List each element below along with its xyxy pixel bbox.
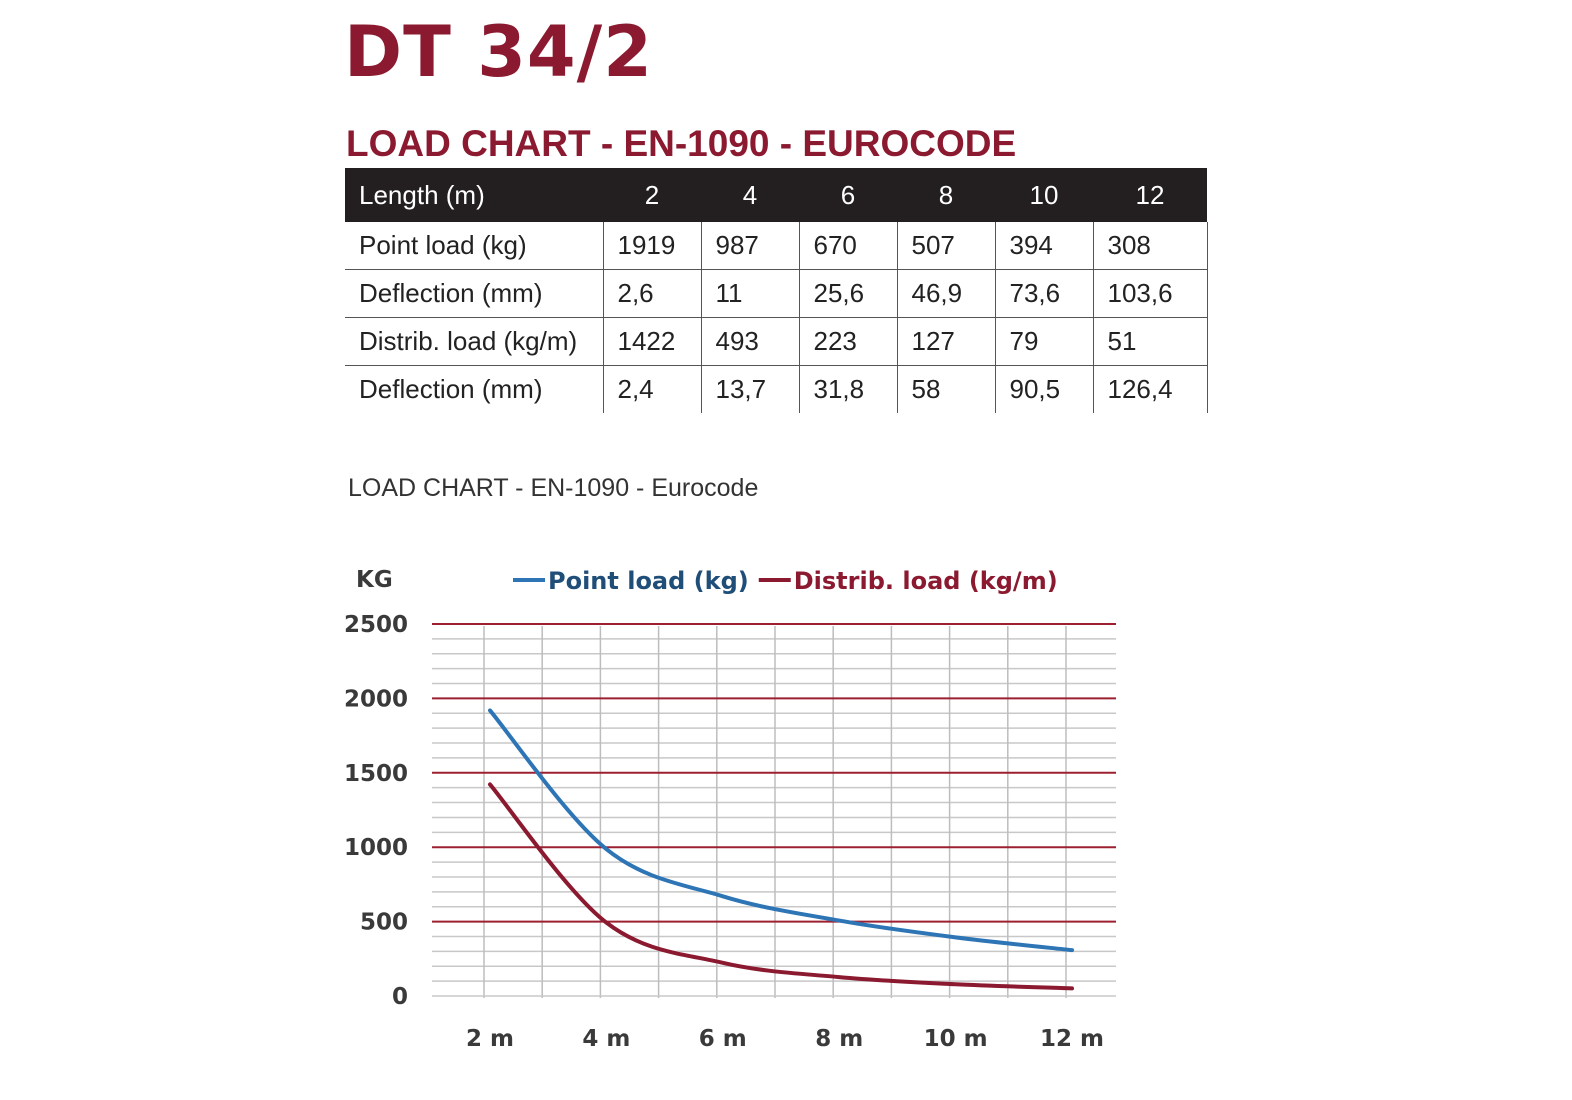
y-tick-label: 2000 [343, 686, 408, 713]
y-tick-label: 1000 [343, 835, 408, 862]
y-axis-label: KG [356, 567, 393, 593]
y-tick-label: 2500 [343, 612, 408, 638]
chart-title: LOAD CHART - EN-1090 - Eurocode [348, 474, 759, 502]
header-cell: 12 [1093, 168, 1207, 222]
table-title: LOAD CHART - EN-1090 - EUROCODE [346, 123, 1017, 164]
table-cell: 31,8 [799, 366, 897, 414]
row-label: Distrib. load (kg/m) [345, 318, 603, 366]
row-label: Deflection (mm) [359, 374, 543, 404]
x-tick-label: 4 m [582, 1026, 631, 1052]
series-line-distrib-load [490, 784, 1072, 988]
table-cell: 507 [897, 222, 995, 270]
header-cell: 4 [701, 168, 799, 222]
row-label: Point load (kg) [345, 222, 603, 270]
table-cell: 46,9 [897, 270, 995, 318]
legend-label-distrib-load: Distrib. load (kg/m) [793, 567, 1058, 595]
table-cell: 51 [1093, 318, 1207, 366]
y-tick-label: 500 [359, 909, 408, 936]
table-cell: 25,6 [799, 270, 897, 318]
table-cell: 308 [1093, 222, 1207, 270]
x-tick-label: 2 m [466, 1026, 514, 1052]
table-cell: 126,4 [1093, 366, 1207, 414]
x-tick-label: 10 m [923, 1026, 988, 1052]
table-cell: 670 [799, 222, 897, 270]
table-cell: 73,6 [995, 270, 1093, 318]
table-cell: 223 [799, 318, 897, 366]
header-cell: Length (m) [345, 168, 603, 222]
table-cell: 11 [701, 270, 799, 318]
table-cell: 2,4 [603, 366, 701, 414]
table-cell: 493 [701, 318, 799, 366]
table-cell: 2,6 [603, 270, 701, 318]
table-cell: 103,6 [1093, 270, 1207, 318]
row-label: Deflection (mm) [345, 270, 603, 318]
table-cell: 79 [995, 318, 1093, 366]
y-tick-label: 0 [391, 984, 408, 1010]
header-cell: 10 [995, 168, 1093, 222]
table-cell: 127 [897, 318, 995, 366]
header-cell: 8 [897, 168, 995, 222]
table-cell: 394 [995, 222, 1093, 270]
legend-label-point-load: Point load (kg) [548, 567, 749, 595]
x-tick-label: 6 m [698, 1026, 747, 1052]
product-title: DT 34/2 [344, 11, 653, 93]
table-cell: 1422 [603, 318, 701, 366]
table-cell: 90,5 [995, 366, 1093, 414]
x-tick-label: 12 m [1040, 1026, 1104, 1052]
header-cell: 2 [603, 168, 701, 222]
header-cell: 6 [799, 168, 897, 222]
series-line-point-load [490, 710, 1072, 950]
table-cell: 13,7 [701, 366, 799, 414]
table-cell: 1919 [603, 222, 701, 270]
table-cell: 58 [897, 366, 995, 414]
table-cell: 987 [701, 222, 799, 270]
y-tick-label: 1500 [343, 760, 408, 787]
x-tick-label: 8 m [815, 1026, 864, 1052]
